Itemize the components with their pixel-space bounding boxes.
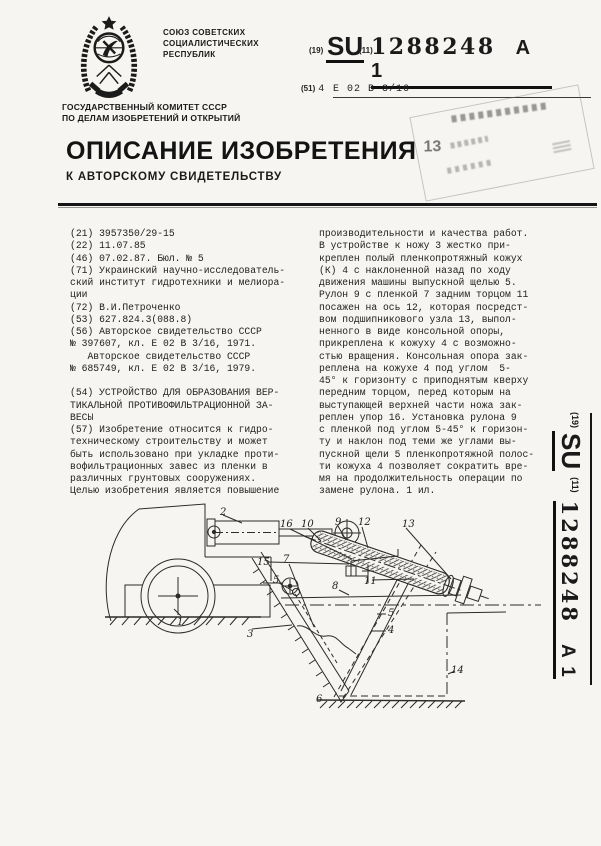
text-line: (71) Украинский научно-исследователь- [70, 264, 286, 276]
text-line: передним торцом, перед которым на [319, 387, 511, 399]
bibliography-abstract-column [70, 228, 308, 498]
stamp-smudge [451, 102, 547, 122]
text-line: Авторское свидетельство СССР [70, 350, 251, 362]
text-line: с пленкой под углом 5-45° к горизон- [319, 424, 529, 435]
text-line: (46) 07.02.87. Бюл. № 5 [70, 252, 204, 264]
figure-ref-number: 6 [316, 694, 323, 705]
text-line: быть использовано при укладке проти- [70, 448, 280, 460]
figure-ref-number: 8 [332, 581, 339, 592]
text-line: замене рулона. 1 ил. [319, 485, 436, 497]
text-line: пускной щели 5 пленкопротяжной полос- [319, 448, 535, 460]
text-line: различных грунтовых сооружениях. [70, 473, 257, 484]
country-code: SU [327, 31, 364, 61]
text-line: (К) 4 с наклоненной назад по ходу [319, 264, 511, 276]
text-line: (54) УСТРОЙСТВО ДЛЯ ОБРАЗОВАНИЯ ВЕР- [70, 387, 280, 399]
text-line: ТИКАЛЬНОЙ ПРОТИВОФИЛЬТРАЦИОННОЙ ЗА- [70, 399, 274, 411]
text-line: реплен упор 16. Установка рулона 9 [319, 411, 517, 423]
figure-ref-number: 15 [257, 557, 270, 568]
text-line: движения машины выпускной щелью 5. [319, 277, 517, 288]
text-line: (21) 3957350/29-15 [70, 228, 175, 239]
ipc-class: E 02 B 3/16 [333, 84, 591, 98]
union-name [163, 27, 259, 60]
figure-ref-number: 4 [388, 625, 395, 636]
text-line: вом подшипникового узла 13, выпол- [319, 313, 517, 325]
header-rule [58, 203, 597, 206]
figure-labels [65, 495, 555, 835]
text-line: № 685749, кл. Е 02 В 3/16, 1979. [70, 362, 257, 374]
union-line: РЕСПУБЛИК [163, 50, 216, 59]
figure-ref-number: 10 [301, 519, 314, 530]
side-country-code: SU [552, 431, 586, 471]
stamp-smudge [450, 136, 488, 149]
text-line: производительности и качества работ. [319, 228, 529, 239]
text-line: (56) Авторское свидетельство СССР [70, 326, 262, 337]
text-line: (72) В.И.Петроченко [70, 301, 181, 313]
side-number-block [553, 500, 582, 679]
text-line: ции [70, 289, 88, 301]
text-line: (22) 11.07.85 [70, 240, 146, 252]
text-line: ту и наклон под теми же углами вы- [319, 436, 517, 448]
text-line: (53) 627.824.3(088.8) [70, 313, 193, 325]
figure-ref-number: 9 [335, 517, 342, 528]
page-title: ОПИСАНИЕ ИЗОБРЕТЕНИЯ [66, 137, 417, 165]
figure-ref-number: 16 [280, 519, 293, 530]
text-line: ВЕСЫ [70, 411, 94, 423]
figure-ref-number: 5 [388, 608, 395, 619]
figure-ref-number: 7 [283, 554, 290, 565]
text-line: вофильтрационных завес из пленки в [70, 460, 268, 472]
committee-line: ГОСУДАРСТВЕННЫЙ КОМИТЕТ СССР [62, 102, 227, 112]
stamp-smudge [552, 138, 572, 153]
side-vertical-rule [590, 413, 592, 685]
ipc-prefix [301, 84, 324, 95]
code-19-label: (19) [309, 46, 324, 55]
text-line: выступающей верхней части ножа зак- [319, 399, 523, 411]
figure-ref-number: 14 [451, 665, 464, 676]
text-line: Рулон 9 с пленкой 7 задним торцом 11 [319, 289, 529, 301]
text-line: техническому строительству и может [70, 436, 268, 448]
text-line: прикреплена к кожуху 4 с возможно- [319, 338, 517, 350]
document-number: 1288248 [371, 34, 496, 60]
side-code-19-label: (19) [570, 412, 580, 429]
stamp-smudge [447, 159, 493, 174]
text-line: реплена на кожухе 4 под углом 5- [319, 362, 511, 374]
side-document-number: 1288248 [557, 500, 582, 624]
text-line: посажен на ось 12, которая посредст- [319, 301, 529, 313]
ipc-code-label: (51) [301, 84, 316, 93]
ussr-emblem-icon [78, 13, 140, 99]
text-line: Целью изобретения является повышение [70, 485, 280, 497]
patent-drawing [65, 495, 555, 835]
side-kind-code: A 1 [557, 643, 578, 679]
kind-code: A 1 [371, 37, 532, 82]
figure-ref-number: 2 [220, 507, 227, 518]
figure-ref-number: 3 [247, 629, 254, 640]
text-line: 45° к горизонту с приподнятым кверху [319, 375, 529, 386]
text-line: В устройстве к ножу 3 жестко при- [319, 240, 511, 252]
text-line: № 397607, кл. Е 02 В 3/16, 1971. [70, 338, 257, 350]
page-subtitle: К АВТОРСКОМУ СВИДЕТЕЛЬСТВУ [66, 171, 282, 183]
committee-line: ПО ДЕЛАМ ИЗОБРЕТЕНИЙ И ОТКРЫТИЙ [62, 113, 241, 123]
text-line: ненного в виде консольной опоры, [319, 326, 506, 337]
ipc-level: 4 [318, 84, 325, 95]
registration-stamp [409, 84, 594, 201]
text-line: ский институт гидротехники и мелиора- [70, 277, 286, 288]
figure-ref-number: 1 [177, 617, 184, 628]
text-line: креплен полый пленкопротяжный кожух [319, 252, 523, 264]
figure-ref-number: 12 [358, 517, 371, 528]
side-code-11-label: (11) [570, 477, 580, 493]
state-committee [62, 102, 240, 124]
side-document-code [555, 412, 586, 702]
text-line: мя на продолжительность операции по [319, 473, 523, 484]
stamp-number: 13 [423, 138, 442, 156]
union-line: СОЮЗ СОВЕТСКИХ [163, 28, 246, 37]
figure-ref-number: 5 [273, 575, 280, 586]
header-rule-thin [58, 207, 597, 208]
text-line [70, 375, 308, 387]
text-line: стью вращения. Консольная опора зак- [319, 350, 529, 362]
text-line: (57) Изобретение относится к гидро- [70, 424, 274, 435]
abstract-column [319, 228, 557, 498]
figure-ref-number: 11 [364, 576, 377, 587]
figure-ref-number: 13 [402, 519, 415, 530]
text-line: ти кожуха 4 позволяет сократить вре- [319, 460, 529, 472]
code-11-label: (11) [359, 46, 373, 55]
union-line: СОЦИАЛИСТИЧЕСКИХ [163, 39, 259, 48]
document-number-block [371, 35, 552, 89]
